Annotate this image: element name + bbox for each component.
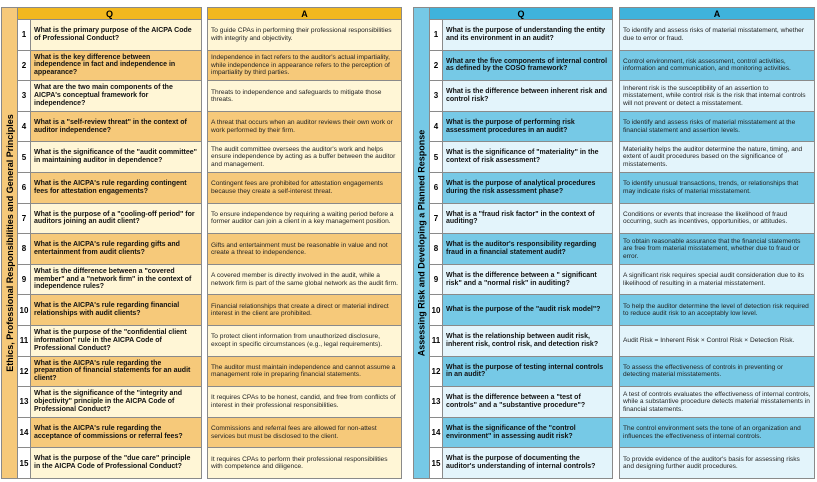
question-number: 4	[430, 112, 443, 142]
question-number: 4	[18, 112, 31, 142]
answer-text: A covered member is directly involved in the audit, while a network firm is part of the same global network as the audit firm.	[208, 265, 401, 295]
question-row	[430, 173, 612, 204]
answer-text: To identify unusual transactions, trends, or relationships that may indicate risks of material misstatement.	[620, 173, 814, 203]
answer-text: Gifts and entertainment must be reasonable in value and not create a threat to independence.	[208, 234, 401, 264]
answer-row	[620, 81, 814, 112]
answer-row	[620, 204, 814, 235]
question-row	[430, 20, 612, 51]
question-row	[430, 81, 612, 112]
question-row	[430, 142, 612, 173]
question-row	[18, 142, 201, 173]
question-row	[18, 81, 201, 112]
question-row	[430, 265, 612, 296]
question-number: 3	[430, 81, 443, 111]
question-text: What is the purpose of testing internal controls in an audit?	[443, 357, 612, 387]
left-section-label-text: Ethics, Professional Responsibilities and General Principles	[4, 114, 15, 372]
left-a-header-text: A	[301, 9, 308, 19]
question-row	[18, 448, 201, 478]
answer-text: The control environment sets the tone of an organization and influences the effectiveness of internal controls.	[620, 418, 814, 448]
question-number: 11	[430, 326, 443, 356]
question-row	[18, 20, 201, 51]
question-text: What is the AICPA's rule regarding contingent fees for attestation engagements?	[31, 173, 201, 203]
question-number: 6	[430, 173, 443, 203]
answer-row	[208, 173, 401, 204]
answer-row	[208, 20, 401, 51]
answer-row	[620, 295, 814, 326]
question-number: 6	[18, 173, 31, 203]
question-row	[18, 418, 201, 449]
question-text: What is the AICPA's rule regarding gifts and entertainment from audit clients?	[31, 234, 201, 264]
answer-row	[208, 81, 401, 112]
question-number: 12	[18, 357, 31, 387]
question-text: What is the purpose of a "cooling-off period" for auditors joining an audit client?	[31, 204, 201, 234]
question-text: What is the key difference between independence in fact and independence in appearance?	[31, 51, 201, 81]
left-answer-rows	[208, 20, 401, 478]
question-row	[18, 112, 201, 143]
left-answer-panel	[207, 7, 402, 479]
question-number: 9	[430, 265, 443, 295]
answer-row	[208, 204, 401, 235]
answer-text: A test of controls evaluates the effectiveness of internal controls, while a substantive procedure detects material misstatements in financial statements.	[620, 387, 814, 417]
question-text: What is the difference between a "test of controls" and a "substantive procedure"?	[443, 387, 612, 417]
answer-text: Materiality helps the auditor determine the nature, timing, and extent of audit procedures based on the significance of misstatements.	[620, 142, 814, 172]
question-text: What is the difference between inherent risk and control risk?	[443, 81, 612, 111]
answer-text: To identify and assess risks of material misstatement at the financial statement and assertion levels.	[620, 112, 814, 142]
question-text: What is the purpose of the "confidential client information" rule in the AICPA Code of Professional Conduct?	[31, 326, 201, 356]
answer-text: To assess the effectiveness of controls in preventing or detecting material misstatements.	[620, 357, 814, 387]
left-question-grid	[18, 8, 201, 478]
question-row	[18, 204, 201, 235]
right-q-header	[430, 8, 612, 20]
answer-row	[208, 265, 401, 296]
question-text: What is the difference between a " significant risk" and a "normal risk" in auditing?	[443, 265, 612, 295]
question-text: What is the purpose of analytical procedures during the risk assessment phase?	[443, 173, 612, 203]
question-number: 12	[430, 357, 443, 387]
answer-text: To guide CPAs in performing their professional responsibilities with integrity and objectivity.	[208, 20, 401, 50]
question-number: 8	[18, 234, 31, 264]
answer-text: The auditor must maintain independence and cannot assume a management role in preparing financial statements.	[208, 357, 401, 387]
question-row	[430, 204, 612, 235]
question-number: 2	[18, 51, 31, 81]
right-a-header-text: A	[713, 9, 721, 19]
left-question-rows	[18, 20, 201, 478]
question-text: What are the two main components of the AICPA's conceptual framework for independence?	[31, 81, 201, 111]
answer-row	[620, 448, 814, 478]
answer-row	[620, 51, 814, 82]
answer-text: Contingent fees are prohibited for attestation engagements because they create a self-interest threat.	[208, 173, 401, 203]
question-row	[430, 418, 612, 449]
answer-row	[620, 387, 814, 418]
right-section-label-text: Assessing Risk and Developing a Planned Response	[416, 129, 427, 357]
answer-text: A threat that occurs when an auditor reviews their own work or work performed by their firm.	[208, 112, 401, 142]
answer-row	[208, 234, 401, 265]
answer-text: To help the auditor determine the level of detection risk required to reduce audit risk to an acceptably low level.	[620, 295, 814, 325]
question-number: 5	[18, 142, 31, 172]
question-number: 10	[430, 295, 443, 325]
question-number: 1	[430, 20, 443, 50]
question-row	[430, 387, 612, 418]
right-question-panel	[413, 7, 613, 479]
question-text: What is the AICPA's rule regarding financial relationships with audit clients?	[31, 295, 201, 325]
question-number: 15	[18, 448, 31, 478]
question-text: What is the relationship between audit risk, inherent risk, control risk, and detection risk?	[443, 326, 612, 356]
answer-text: Inherent risk is the susceptibility of an assertion to misstatement, while control risk is the risk that internal controls will not prevent or detect a misstatement.	[620, 81, 814, 111]
question-row	[430, 326, 612, 357]
answer-text: Control environment, risk assessment, control activities, information and communication, and monitoring activities.	[620, 51, 814, 81]
answer-row	[208, 51, 401, 82]
answer-text: The audit committee oversees the auditor's work and helps ensure independence by acting as a buffer between the auditor and management.	[208, 142, 401, 172]
question-text: What is the auditor's responsibility regarding fraud in a financial statement audit?	[443, 234, 612, 264]
question-text: What is the AICPA's rule regarding the acceptance of commissions or referral fees?	[31, 418, 201, 448]
question-text: What is a "self-review threat" in the context of auditor independence?	[31, 112, 201, 142]
answer-row	[620, 357, 814, 388]
question-row	[430, 234, 612, 265]
answer-row	[620, 142, 814, 173]
question-number: 7	[18, 204, 31, 234]
question-text: What is a "fraud risk factor" in the context of auditing?	[443, 204, 612, 234]
question-number: 13	[430, 387, 443, 417]
answer-row	[208, 326, 401, 357]
answer-row	[208, 387, 401, 418]
left-section-label	[2, 8, 18, 478]
answer-text: Independence in fact refers to the auditor's actual impartiality, while independence in appearance refers to the perception of impartiality by third parties.	[208, 51, 401, 81]
answer-row	[208, 112, 401, 143]
question-row	[18, 234, 201, 265]
question-number: 10	[18, 295, 31, 325]
answer-text: Financial relationships that create a direct or material indirect interest in the client are prohibited.	[208, 295, 401, 325]
right-q-header-text: Q	[517, 9, 525, 19]
question-number: 11	[18, 326, 31, 356]
left-q-header	[18, 8, 201, 20]
answer-text: To obtain reasonable assurance that the financial statements are free from material misstatement, whether due to fraud or error.	[620, 234, 814, 264]
left-a-header	[208, 8, 401, 20]
answer-row	[208, 357, 401, 388]
answer-text: To provide evidence of the auditor's basis for assessing risks and designing further audit procedures.	[620, 448, 814, 478]
answer-row	[620, 20, 814, 51]
answer-row	[208, 295, 401, 326]
answer-text: A significant risk requires special audit consideration due to its likelihood of resulting in a material misstatement.	[620, 265, 814, 295]
right-a-header	[620, 8, 814, 20]
question-text: What is the significance of the "integrity and objectivity" principle in the AICPA Code of Professional Conduct?	[31, 387, 201, 417]
question-text: What is the purpose of documenting the auditor's understanding of internal controls?	[443, 448, 612, 478]
answer-text: To identify and assess risks of material misstatement, whether due to error or fraud.	[620, 20, 814, 50]
answer-row	[620, 173, 814, 204]
question-number: 2	[430, 51, 443, 81]
left-answer-grid	[208, 8, 401, 478]
answer-row	[620, 234, 814, 265]
answer-text: Threats to independence and safeguards to mitigate those threats.	[208, 81, 401, 111]
question-row	[18, 387, 201, 418]
right-question-grid	[430, 8, 612, 478]
answer-text: To ensure independence by requiring a waiting period before a former auditor can join a client in a key management position.	[208, 204, 401, 234]
right-section-label	[414, 8, 430, 478]
question-number: 5	[430, 142, 443, 172]
right-answer-panel	[619, 7, 815, 479]
answer-text: Audit Risk = Inherent Risk × Control Risk × Detection Risk.	[620, 326, 814, 356]
answer-row	[620, 418, 814, 449]
question-text: What is the AICPA's rule regarding the preparation of financial statements for an audit client?	[31, 357, 201, 387]
left-q-header-text: Q	[105, 9, 113, 19]
answer-row	[620, 112, 814, 143]
question-number: 9	[18, 265, 31, 295]
question-number: 14	[430, 418, 443, 448]
right-question-rows	[430, 20, 612, 478]
question-row	[430, 357, 612, 388]
answer-text: It requires CPAs to be honest, candid, and free from conflicts of interest in their professional responsibilities.	[208, 387, 401, 417]
question-text: What is the significance of "materiality" in the context of risk assessment?	[443, 142, 612, 172]
question-text: What is the purpose of understanding the entity and its environment in an audit?	[443, 20, 612, 50]
question-number: 13	[18, 387, 31, 417]
question-row	[430, 112, 612, 143]
question-text: What is the primary purpose of the AICPA Code of Professional Conduct?	[31, 20, 201, 50]
question-row	[430, 295, 612, 326]
question-text: What are the five components of internal control as defined by the COSO framework?	[443, 51, 612, 81]
question-row	[18, 51, 201, 82]
answer-text: Conditions or events that increase the likelihood of fraud occurring, such as incentives, opportunities, or attitudes.	[620, 204, 814, 234]
question-number: 3	[18, 81, 31, 111]
left-question-panel	[1, 7, 202, 479]
answer-row	[208, 448, 401, 478]
answer-row	[620, 326, 814, 357]
question-row	[18, 265, 201, 296]
question-row	[18, 326, 201, 357]
question-text: What is the significance of the "audit committee" in maintaining auditor in dependence?	[31, 142, 201, 172]
question-text: What is the purpose of the "audit risk model"?	[443, 295, 612, 325]
question-row	[18, 295, 201, 326]
question-number: 1	[18, 20, 31, 50]
answer-text: To protect client information from unauthorized disclosure, except in specific circumstances (e.g., legal requirements).	[208, 326, 401, 356]
question-number: 7	[430, 204, 443, 234]
question-number: 14	[18, 418, 31, 448]
answer-text: Commissions and referral fees are allowed for non-attest services but must be disclosed to the client.	[208, 418, 401, 448]
question-text: What is the purpose of the "due care" principle in the AICPA Code of Professional Conduct?	[31, 448, 201, 478]
question-text: What is the purpose of performing risk assessment procedures in an audit?	[443, 112, 612, 142]
question-row	[430, 448, 612, 478]
right-answer-grid	[620, 8, 814, 478]
right-answer-rows	[620, 20, 814, 478]
question-row	[430, 51, 612, 82]
answer-row	[208, 418, 401, 449]
question-row	[18, 173, 201, 204]
question-number: 15	[430, 448, 443, 478]
question-text: What is the significance of the "control environment" in assessing audit risk?	[443, 418, 612, 448]
answer-row	[208, 142, 401, 173]
answer-row	[620, 265, 814, 296]
question-number: 8	[430, 234, 443, 264]
question-text: What is the difference between a "covered member" and a "network firm" in the context of independence rules?	[31, 265, 201, 295]
answer-text: It requires CPAs to perform their professional responsibilities with competence and diligence.	[208, 448, 401, 478]
question-row	[18, 357, 201, 388]
